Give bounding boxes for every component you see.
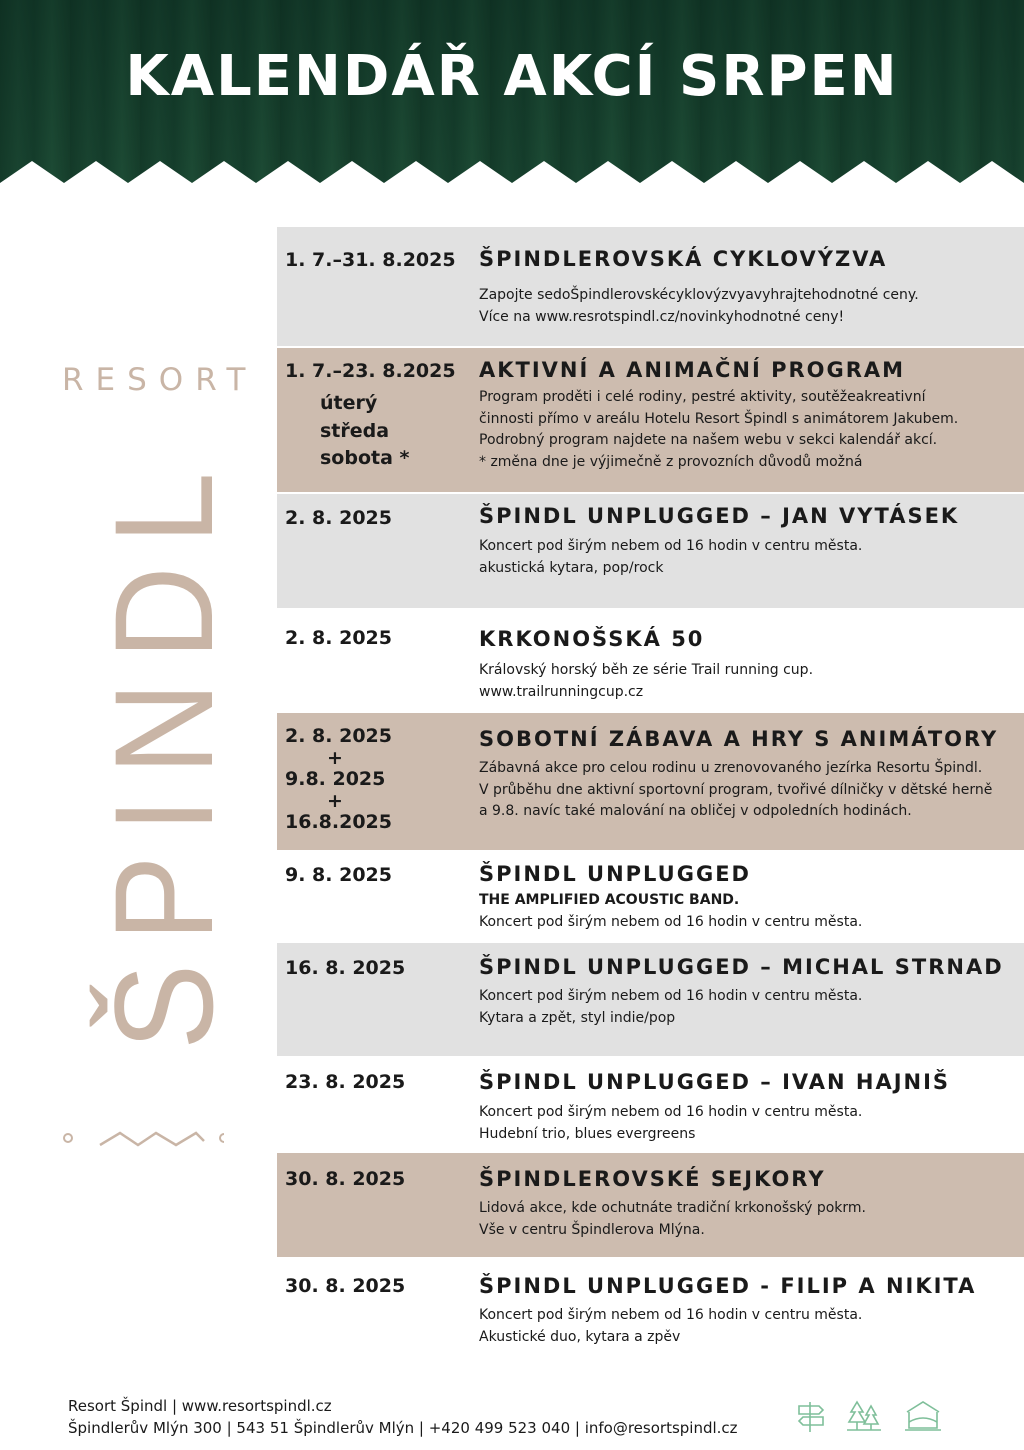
event-row bbox=[277, 1153, 1024, 1257]
brand-spindl-logo bbox=[62, 400, 242, 1060]
event-date: 2. 8. 2025 bbox=[285, 725, 392, 747]
event-date: 30. 8. 2025 bbox=[285, 1168, 406, 1190]
mountain-decoration-icon bbox=[62, 1125, 232, 1155]
event-description: THE AMPLIFIED ACOUSTIC BAND. Koncert pod širým nebem od 16 hodin v centru města. bbox=[479, 892, 863, 930]
event-subtitle: THE AMPLIFIED ACOUSTIC BAND. bbox=[479, 892, 740, 908]
event-description: Koncert pod širým nebem od 16 hodin v centru města. akustická kytara, pop/rock bbox=[479, 538, 863, 576]
footer-icons bbox=[795, 1398, 945, 1434]
event-date: 1. 7.–23. 8.2025 bbox=[285, 360, 456, 382]
event-description: Koncert pod širým nebem od 16 hodin v centru města. Hudební trio, blues evergreens bbox=[479, 1104, 863, 1142]
event-title: ŠPINDL UNPLUGGED bbox=[479, 862, 751, 886]
page-title: KALENDÁŘ AKCÍ SRPEN bbox=[125, 44, 899, 109]
event-date: 30. 8. 2025 bbox=[285, 1275, 406, 1297]
event-description: Zábavná akce pro celou rodinu u zrenovovaného jezírka Resortu Špindl. V průběhu dne aktivní sportovní program, tvořivé dílničky v dětské herně a 9.8. navíc také malování na obličej v odpoledních hodinách. bbox=[479, 760, 993, 819]
event-row bbox=[277, 227, 1024, 346]
event-row bbox=[277, 348, 1024, 492]
event-title: ŠPINDL UNPLUGGED – JAN VYTÁSEK bbox=[479, 504, 960, 528]
event-description: Program proděti i celé rodiny, pestré aktivity, soutěžeakreativní činnosti přímo v areálu Hotelu Resort Špindl s animátorem Jakubem. Podrobný program najdete na našem webu v sekci kalendář akcí. * změna dne je výjimečně z provozních důvodů možná bbox=[479, 389, 959, 470]
event-days: úterý středa sobota * bbox=[320, 392, 410, 469]
event-title: KRKONOŠSKÁ 50 bbox=[479, 627, 705, 651]
trees-icon bbox=[847, 1402, 881, 1430]
zigzag-divider bbox=[0, 161, 1024, 191]
event-title: SOBOTNÍ ZÁBAVA A HRY S ANIMÁTORY bbox=[479, 727, 999, 751]
event-description: Zapojte sedoŠpindlerovskécyklovýzvyavyhrajtehodnotné ceny. Více na www.resrotspindl.cz/novinkyhodnotné ceny! bbox=[479, 287, 919, 325]
event-date: 2. 8. 2025 bbox=[285, 627, 392, 649]
event-row bbox=[277, 1058, 1024, 1152]
event-date: 23. 8. 2025 bbox=[285, 1071, 406, 1093]
event-date: 9. 8. 2025 bbox=[285, 864, 392, 886]
event-title: ŠPINDL UNPLUGGED - FILIP A NIKITA bbox=[479, 1274, 977, 1298]
event-date: 2. 8. 2025 bbox=[285, 507, 392, 529]
footer-address-line1: Resort Špindl | www.resortspindl.cz bbox=[68, 1397, 332, 1415]
event-title: ŠPINDL UNPLUGGED – MICHAL STRNAD bbox=[479, 955, 1004, 979]
brand-resort-label: RESORT bbox=[62, 362, 258, 398]
header-banner bbox=[0, 0, 1024, 190]
event-date: 1. 7.–31. 8.2025 bbox=[285, 249, 456, 271]
signpost-icon bbox=[799, 1402, 823, 1432]
event-row bbox=[277, 943, 1024, 1056]
event-title: ŠPINDL UNPLUGGED – IVAN HAJNIŠ bbox=[479, 1070, 951, 1094]
event-title: ŠPINDLEROVSKÉ SEJKORY bbox=[479, 1167, 826, 1191]
event-date: 16.8.2025 bbox=[285, 811, 392, 833]
event-description: Lidová akce, kde ochutnáte tradiční krkonošský pokrm. Vše v centru Špindlerova Mlýna. bbox=[479, 1200, 866, 1238]
event-description: Královský horský běh ze série Trail running cup. www.trailrunningcup.cz bbox=[479, 662, 814, 700]
event-row bbox=[277, 850, 1024, 942]
footer-address-line2: Špindlerův Mlýn 300 | 543 51 Špindlerův Mlýn | +420 499 523 040 | info@resortspindl.cz bbox=[68, 1419, 738, 1437]
hotel-icon bbox=[905, 1402, 941, 1430]
event-description: Koncert pod širým nebem od 16 hodin v centru města. Kytara a zpět, styl indie/pop bbox=[479, 988, 863, 1026]
event-row bbox=[277, 610, 1024, 713]
event-title: ŠPINDLEROVSKÁ CYKLOVÝZVA bbox=[479, 247, 888, 271]
event-row bbox=[277, 1258, 1024, 1358]
date-plus: + bbox=[327, 747, 343, 769]
event-date: 16. 8. 2025 bbox=[285, 957, 406, 979]
date-plus: + bbox=[327, 790, 343, 812]
event-date: 9.8. 2025 bbox=[285, 768, 386, 790]
event-row bbox=[277, 494, 1024, 608]
event-title: AKTIVNÍ A ANIMAČNÍ PROGRAM bbox=[479, 358, 906, 382]
event-row bbox=[277, 713, 1024, 850]
event-description: Koncert pod širým nebem od 16 hodin v centru města. Akustické duo, kytara a zpěv bbox=[479, 1307, 863, 1345]
svg-text:ŠPINDL: ŠPINDL bbox=[85, 400, 242, 1050]
